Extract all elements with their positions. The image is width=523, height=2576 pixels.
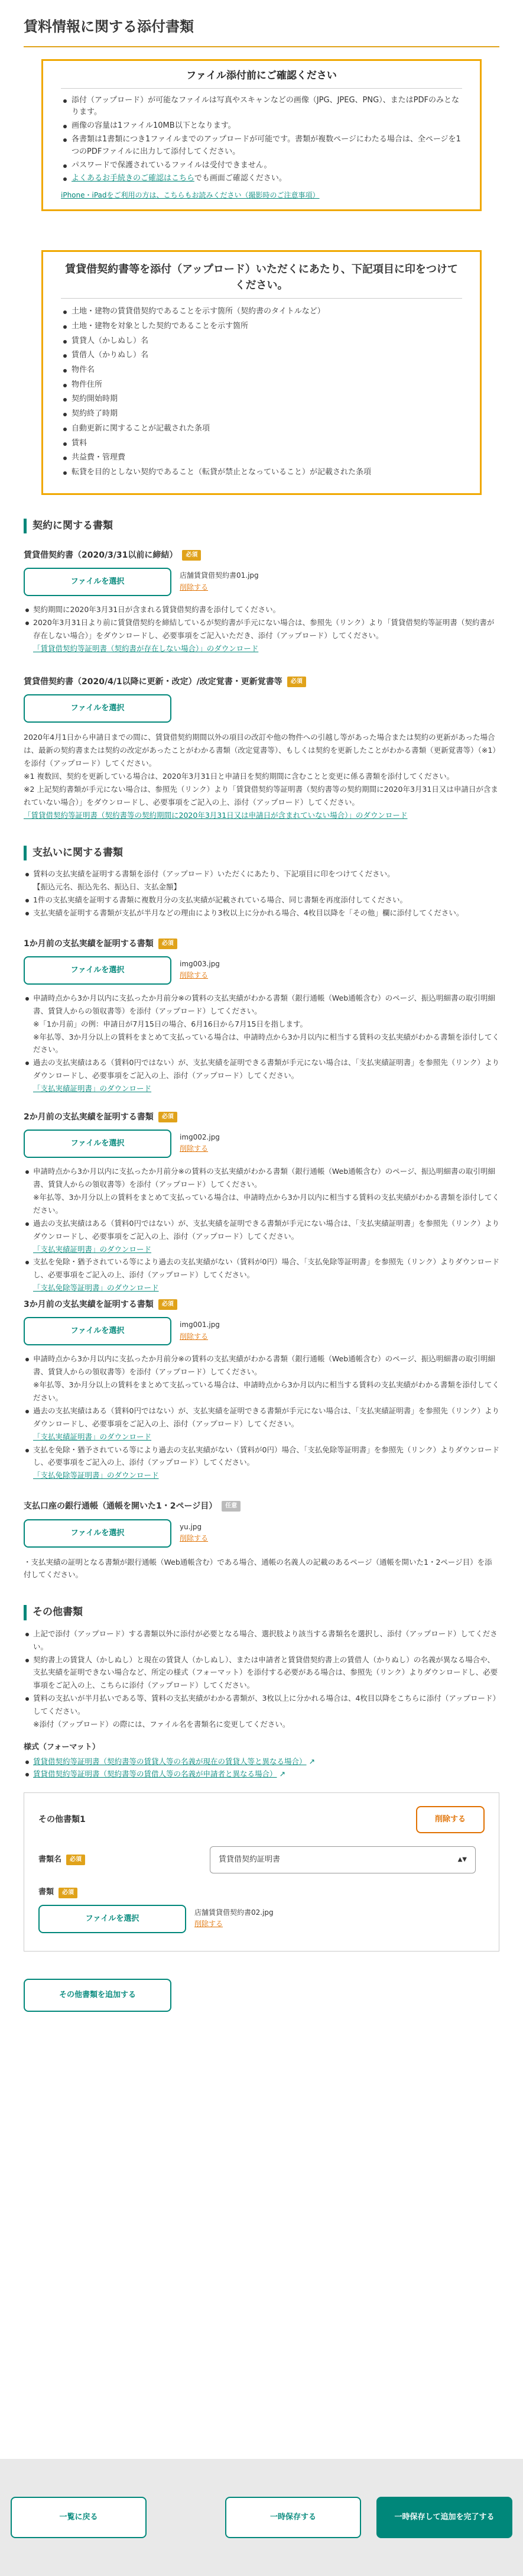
download-link[interactable]: 「支払実績証明書」のダウンロード — [33, 1432, 152, 1441]
file-row — [24, 1130, 499, 1158]
mark-item: 契約終了時期 — [61, 407, 462, 422]
note-item: 契約期間に2020年3月31日が含まれる賃貸借契約書を添付してください。 — [24, 603, 499, 616]
notice-item: パスワードで保護されているファイルは受付できません。 — [61, 160, 462, 172]
file-select-button[interactable]: ファイルを選択 — [24, 694, 171, 723]
section-heading-other: その他書類 — [24, 1605, 499, 1620]
other-document-box — [24, 1792, 499, 1952]
file-name: img001.jpg — [180, 1321, 220, 1329]
note-text: ・支払実績の証明となる書類が銀行通帳（Web通帳含む）である場合、通帳の名義人の記載のあるページ（通帳を開いた1・2ページ目）を添付してください。 — [24, 1557, 492, 1580]
file-select-button[interactable]: ファイルを選択 — [24, 1317, 171, 1345]
file-delete-link[interactable]: 削除する — [180, 1144, 209, 1153]
note-item: 賃料の支払いが半月払いである等、賃料の支払実績がわかる書類が、3枚以上に分かれる場合は、4枚目以降をこちらに添付（アップロード）してください。 — [24, 1692, 499, 1718]
file-info — [194, 1905, 274, 1930]
note-item: 申請時点から3か月以内に支払ったか月前分※の賃料の支払実績がわかる書類（銀行通帳（Web通帳含む）のページ、振込明細書の取引明細書、賃貸人からの領収書等）を添付（アップロード）してください。 — [24, 1352, 499, 1378]
file-name: 店舗賃貸借契約書02.jpg — [194, 1908, 274, 1917]
file-info — [180, 1317, 220, 1342]
download-link-item — [24, 1469, 499, 1482]
chevron-updown-icon: ▲▼ — [457, 1856, 467, 1863]
download-link-item — [24, 1082, 499, 1095]
file-info — [180, 568, 259, 593]
doc-title-contract-old: 賃貸借契約書（2020/3/31以前に締結） 必須 — [24, 549, 499, 562]
note-item: 過去の支払実績はある（賃料0円ではない）が、支払実績を証明できる書類が手元にない場合は、「支払実績証明書」を参照先（リンク）よりダウンロードし、必要事項をご記入の上、添付（アップロード）してください。 — [24, 1217, 499, 1243]
file-name: img002.jpg — [180, 1133, 220, 1142]
note-item: ※「1か月前」の例：申請日が7月15日の場合、6月16日から7月15日を指します。 — [33, 1019, 308, 1028]
note-item: 1件の支払実績を証明する書類に複数月分の支払実績が記載されている場合、同じ書類を再度添付してください。 — [24, 894, 499, 907]
file-name: yu.jpg — [180, 1522, 202, 1531]
note-item: ※年払等、3か月分以上の賃料をまとめて支払っている場合は、申請時点から3か月以内に相当する賃料の支払実績がわかる書類を添付してください。 — [33, 1032, 499, 1054]
format-link-item — [24, 1768, 499, 1781]
file-select-button[interactable]: ファイルを選択 — [24, 956, 171, 985]
doc-title-bank-book: 支払口座の銀行通帳（通帳を開いた1・2ページ目） 任意 — [24, 1500, 499, 1513]
note-item: 【振込元名、振込先名、振込日、支払金額】 — [33, 882, 181, 891]
file-name: 店舗賃貸借契約書01.jpg — [180, 571, 259, 580]
download-link-item — [24, 1281, 499, 1295]
mark-item: 賃借人（かりぬし）名 — [61, 348, 462, 363]
temp-save-button[interactable]: 一時保存する — [225, 2497, 361, 2538]
footer-actions — [225, 2497, 512, 2538]
download-link[interactable]: 「支払実績証明書」のダウンロード — [33, 1244, 152, 1254]
mark-item: 土地・建物を対象とした契約であることを示す箇所 — [61, 319, 462, 334]
external-link-icon: ↗ — [279, 1769, 285, 1779]
note-item: ※年払等、3か月分以上の賃料をまとめて支払っている場合は、申請時点から3か月以内に相当する賃料の支払実績がわかる書類を添付してください。 — [33, 1380, 499, 1403]
mark-notice — [41, 250, 482, 494]
external-link-icon: ↗ — [308, 1756, 315, 1766]
required-badge: 必須 — [158, 1112, 177, 1122]
file-notice — [41, 59, 482, 211]
download-link[interactable]: 「賃貸借契約等証明書（契約書が存在しない場合）」のダウンロード — [33, 644, 259, 653]
note-item: 賃料の支払実績を証明する書類を添付（アップロード）いただくにあたり、下記項目に印をつけてください。 — [24, 868, 499, 881]
document-name-row — [38, 1846, 485, 1873]
doc-title-payment-3m: 3か月前の支払実績を証明する書類 必須 — [24, 1298, 499, 1311]
note-item: 支払実績を証明する書類が支払が半月などの理由により3枚以上に分かれる場合、4枚目以降を「その他」欄に添付してください。 — [24, 907, 499, 920]
file-row — [24, 1317, 499, 1345]
file-delete-link[interactable]: 削除する — [180, 971, 209, 980]
file-select-button[interactable]: ファイルを選択 — [24, 1519, 171, 1548]
download-link-item — [24, 1243, 499, 1256]
note-text: 2020年4月1日から申請日までの間に、賃貸借契約期間以外の項目の改訂や他の物件への引越し等があった場合または契約の更新があった場合は、最新の契約書または契約の改定があったことがわかる書類（改定覚書等）、もしくは契約を更新したことがわかる書類（更新覚書等）（※1）を添付（アップロード）してください。 — [24, 733, 496, 768]
notice-item: 各書類は1書類につき1ファイルまでのアップロードが可能です。書類が複数ページにわたる場合は、全ページを1つのPDFファイルに出力して添付してください。 — [61, 134, 462, 158]
download-link[interactable]: 「支払免除等証明書」のダウンロード — [33, 1471, 159, 1480]
mark-item: 転貸を目的としない契約であること（転貸が禁止となっていること）が記載された条項 — [61, 465, 462, 480]
format-link-item — [24, 1755, 499, 1768]
section-heading-payment: 支払いに関する書類 — [24, 846, 499, 861]
file-row — [24, 1519, 499, 1548]
download-link-item — [24, 1431, 499, 1444]
note-item: 過去の支払実績はある（賃料0円ではない）が、支払実績を証明できる書類が手元にない場合は、「支払実績証明書」を参照先（リンク）よりダウンロードし、必要事項をご記入の上、添付（アップロード）してください。 — [24, 1056, 499, 1082]
note-item: 支払を免除・猶予されている等により過去の支払実績がない（賃料が0円）場合、「支払免除等証明書」を参照先（リンク）よりダウンロードし、必要事項をご記入の上、添付（アップロード）してください。 — [24, 1255, 499, 1281]
note-item: 支払を免除・猶予されている等により過去の支払実績がない（賃料が0円）場合、「支払免除等証明書」を参照先（リンク）よりダウンロードし、必要事項をご記入の上、添付（アップロード）してください。 — [24, 1444, 499, 1470]
mark-item: 賃貸人（かしぬし）名 — [61, 334, 462, 349]
note-item: 契約書上の賃貸人（かしぬし）と現在の賃貸人（かしぬし）、または申請者と賃貸借契約書上の賃借人（かりぬし）の名義が異なる場合や、支払実績を証明できない場合など、所定の様式（フォーマット）を添付する必要がある場合は、参照先（リンク）よりダウンロードし、必要事項をご記入の上、こちらに添付（アップロード）してください。 — [24, 1653, 499, 1692]
faq-link[interactable]: よくあるお手続きのご確認はこちら — [72, 174, 194, 183]
note-item: 申請時点から3か月以内に支払ったか月前分※の賃料の支払実績がわかる書類（銀行通帳（Web通帳含む）のページ、振込明細書の取引明細書、賃貸人からの領収書等）を添付（アップロード）してください。 — [24, 1165, 499, 1191]
mark-item: 物件名 — [61, 363, 462, 378]
mark-item: 自動更新に関することが記載された条項 — [61, 422, 462, 436]
file-info — [180, 1130, 220, 1154]
delete-button[interactable]: 削除する — [416, 1806, 485, 1833]
mark-item: 契約開始時期 — [61, 392, 462, 407]
file-info — [180, 956, 220, 981]
footer-bar — [0, 2459, 523, 2576]
file-select-button[interactable]: ファイルを選択 — [38, 1905, 186, 1933]
note-text: ※2 上記契約書類が手元にない場合は、参照先（リンク）より「賃貸借契約等証明書（契約書等の契約期間に2020年3月31日又は申請日が含まれていない場合）」をダウンロードし、必要事項をご記入の上、添付（アップロード）してください。 — [24, 784, 498, 807]
format-link[interactable]: 賃貸借契約等証明書（契約書等の賃借人等の名義が申請者と異なる場合） — [33, 1769, 277, 1779]
download-link[interactable]: 「支払実績証明書」のダウンロード — [33, 1084, 152, 1093]
file-info — [180, 1519, 208, 1544]
file-delete-link[interactable]: 削除する — [194, 1920, 223, 1928]
iphone-notice-link[interactable]: iPhone・iPadをご利用の方は、こちらもお読みください（撮影時のご注意事項） — [61, 191, 320, 200]
doc-title-payment-1m: 1か月前の支払実績を証明する書類 必須 — [24, 937, 499, 950]
note-item: ※添付（アップロード）の際には、ファイル名を書類名に変更してください。 — [33, 1719, 290, 1729]
document-name-label: 書類名 必須 — [38, 1854, 210, 1866]
other-document-title: その他書類1 — [38, 1815, 86, 1825]
notice-item: 添付（アップロード）が可能なファイルは写真やスキャンなどの画像（JPG、JPEG、PNG）、またはPDFのみとなります。 — [61, 95, 462, 119]
notice-item: 画像の容量は1ファイル10MB以下となります。 — [61, 120, 462, 132]
note-item: 2020年3月31日より前に賃貸借契約を締結しているが契約書が手元にない場合は、参照先（リンク）より「賃貸借契約等証明書（契約書が存在しない場合）」をダウンロードし、必要事項をご記入いただき、添付（アップロード）してください。 — [24, 616, 499, 642]
required-badge: 必須 — [182, 550, 201, 561]
file-delete-link[interactable]: 削除する — [180, 1332, 209, 1341]
page — [0, 15, 523, 2012]
section-heading-contract: 契約に関する書類 — [24, 519, 499, 534]
mark-item: 共益費・管理費 — [61, 451, 462, 465]
required-badge: 必須 — [59, 1888, 77, 1898]
download-link[interactable]: 「支払免除等証明書」のダウンロード — [33, 1283, 159, 1293]
other-document-header — [38, 1806, 485, 1833]
file-select-button[interactable]: ファイルを選択 — [24, 1130, 171, 1158]
required-badge: 必須 — [287, 677, 306, 687]
page-title: 賃料情報に関する添付書類 — [24, 15, 499, 47]
format-title: 様式（フォーマット） — [24, 1742, 100, 1752]
mark-item: 土地・建物の賃貸借契約であることを示す箇所（契約書のタイトルなど） — [61, 305, 462, 319]
file-notice-title: ファイル添付前にご確認ください — [61, 68, 462, 88]
note-item: 過去の支払実績はある（賃料0円ではない）が、支払実績を証明できる書類が手元にない場合は、「支払実績証明書」を参照先（リンク）よりダウンロードし、必要事項をご記入の上、添付（アップロード）してください。 — [24, 1404, 499, 1431]
file-row — [24, 956, 499, 985]
required-badge: 必須 — [66, 1855, 85, 1865]
file-row — [24, 568, 499, 596]
notice-item-link: よくあるお手続きのご確認はこちらでも画面ご確認ください。 — [61, 173, 462, 185]
file-delete-link[interactable]: 削除する — [180, 582, 209, 591]
add-other-document-button[interactable]: その他書類を追加する — [24, 1979, 171, 2012]
file-name: img003.jpg — [180, 959, 220, 968]
file-delete-link[interactable]: 削除する — [180, 1533, 209, 1542]
file-row — [38, 1905, 485, 1933]
back-to-list-button[interactable]: 一覧に戻る — [11, 2497, 147, 2538]
doc-title-payment-2m: 2か月前の支払実績を証明する書類 必須 — [24, 1111, 499, 1124]
temp-save-complete-button[interactable]: 一時保存して追加を完了する — [376, 2497, 512, 2538]
note-text: ※1 複数回、契約を更新している場合は、2020年3月31日と申請日を契約期間に含むことと変更に係る書類を添付してください。 — [24, 772, 454, 781]
mark-item: 賃料 — [61, 436, 462, 451]
optional-badge: 任意 — [222, 1501, 241, 1512]
note-item: 上記で添付（アップロード）する書類以外に添付が必要となる場合、選択肢より該当する書類名を選択し、添付（アップロード）してください。 — [24, 1627, 499, 1653]
format-link[interactable]: 賃貸借契約等証明書（契約書等の賃貸人等の名義が現在の賃貸人等と異なる場合） — [33, 1756, 307, 1766]
download-link[interactable]: 「賃貸借契約等証明書（契約書等の契約期間に2020年3月31日又は申請日が含まれていない場合）」のダウンロード — [24, 810, 408, 820]
note-item: ※年払等、3か月分以上の賃料をまとめて支払っている場合は、申請時点から3か月以内に相当する賃料の支払実績がわかる書類を添付してください。 — [33, 1193, 499, 1215]
download-link-item — [24, 642, 499, 655]
note-item: 申請時点から3か月以内に支払ったか月前分※の賃料の支払実績がわかる書類（銀行通帳（Web通帳含む）のページ、振込明細書の取引明細書、賃貸人からの領収書等）を添付（アップロード）してください。 — [24, 992, 499, 1018]
required-badge: 必須 — [158, 939, 177, 949]
mark-item: 物件住所 — [61, 378, 462, 393]
required-badge: 必須 — [158, 1299, 177, 1310]
mark-notice-title: 賃貸借契約書等を添付（アップロード）いただくにあたり、下記項目に印をつけてください。 — [61, 261, 462, 299]
document-name-select[interactable]: 賃貸借契約証明書 ▲▼ — [210, 1846, 476, 1873]
file-row — [24, 694, 499, 723]
file-select-button[interactable]: ファイルを選択 — [24, 568, 171, 596]
doc-title-contract-new: 賃貸借契約書（2020/4/1以降に更新・改定）/改定覚書・更新覚書等 必須 — [24, 675, 499, 688]
document-file-label: 書類 必須 — [38, 1886, 485, 1899]
